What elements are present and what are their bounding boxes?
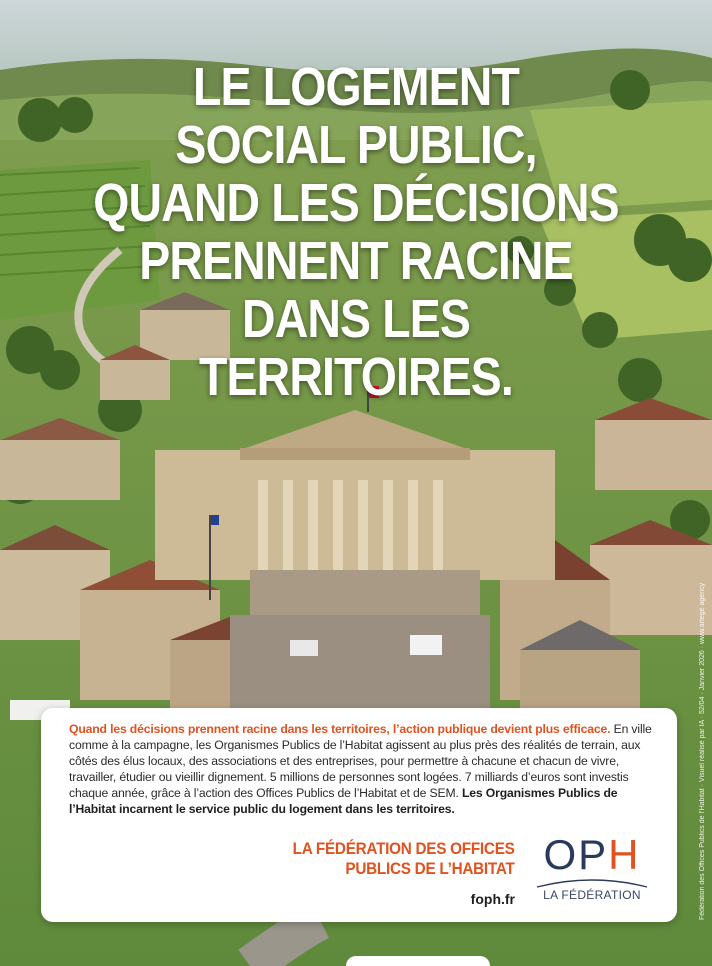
lead-text: Quand les décisions prennent racine dans les territoires, l’action publique devient plus efficace. (69, 722, 611, 736)
info-card (41, 708, 677, 922)
logo-subtitle: LA FÉDÉRATION (543, 888, 641, 902)
headline-line: LE LOGEMENT (193, 57, 519, 117)
bottom-tab (346, 956, 490, 966)
headline-line: DANS LES (242, 289, 470, 349)
card-lead (69, 721, 657, 817)
body-text: En ville comme à la campagne, les Organismes Publics de l’Habitat agissent au plus près des réalités de terrain, aux côtés des élus locaux, des associations et des entreprises, pour permettre à chacune et chacun de vivre, travailler, étudier ou vieillir dignement. 5 millions de personnes sont logées. 7 milliards d’euros sont investis chaque année, grâce à l’action des Offices Publics de l’Habitat et de SEM. (69, 722, 652, 800)
logo-letter: P (578, 831, 609, 878)
federation-name (293, 839, 515, 879)
headline-line: PRENNENT RACINE (139, 231, 573, 291)
federation-line: LA FÉDÉRATION DES OFFICES (293, 839, 515, 858)
federation-line: PUBLICS DE L’HABITAT (345, 859, 515, 878)
logo-letter: H (608, 831, 641, 878)
credit-line: Fédération des Offices Publics de l’Habitat · Visuel réalisé par IA · 52/04 · Janvier 2026 · www.artegé agency (699, 582, 706, 920)
website-link[interactable]: foph.fr (470, 891, 515, 907)
headline-line: TERRITOIRES. (199, 347, 513, 407)
closing-text: Les Organismes Publics de l’Habitat incarnent le service public du logement dans les territoires. (69, 786, 618, 816)
headline (84, 58, 628, 406)
oph-logo (537, 833, 657, 913)
headline-line: SOCIAL PUBLIC, (175, 115, 537, 175)
logo-letter: O (543, 831, 579, 878)
headline-line: QUAND LES DÉCISIONS (93, 173, 619, 233)
logo-letters (537, 833, 647, 877)
